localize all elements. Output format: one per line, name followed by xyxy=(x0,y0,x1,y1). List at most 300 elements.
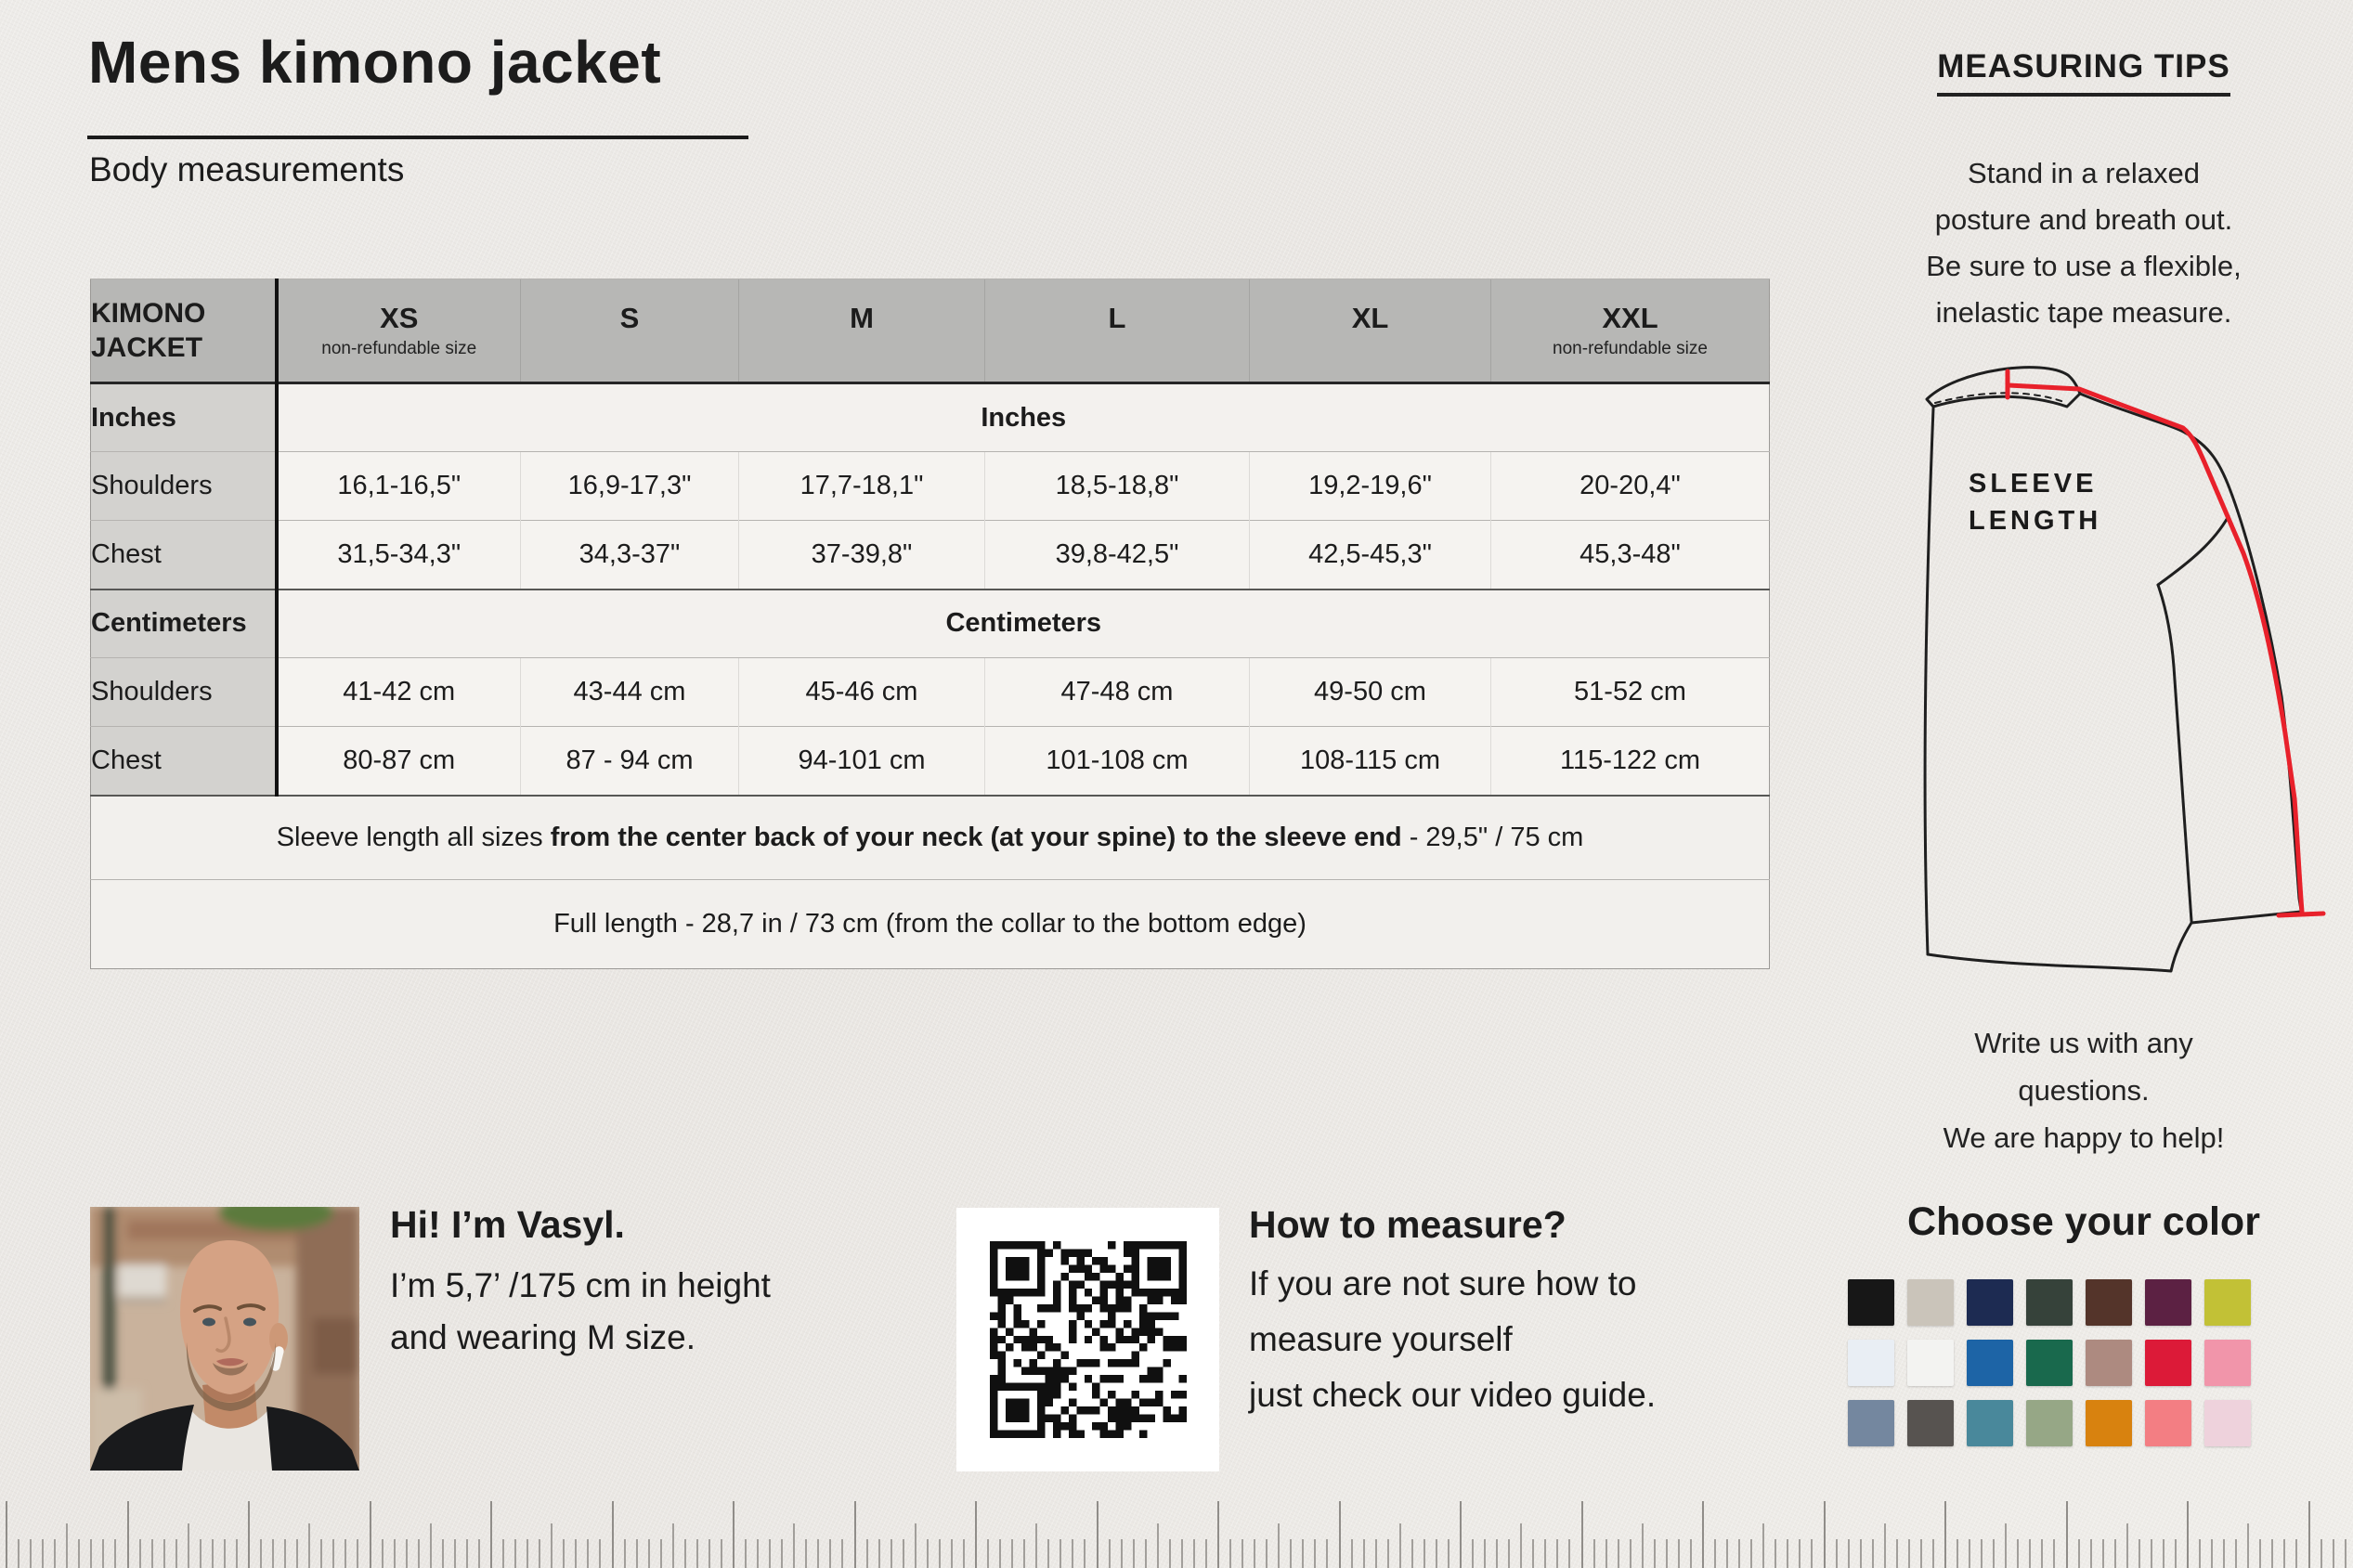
ruler-tick xyxy=(1799,1539,1800,1568)
ruler-tick xyxy=(1678,1539,1680,1568)
diagram-label-line1: SLEEVE xyxy=(1969,469,2098,499)
ruler-tick xyxy=(514,1539,516,1568)
ruler-tick xyxy=(2102,1539,2104,1568)
ruler-tick xyxy=(903,1539,904,1568)
ruler-tick xyxy=(200,1539,202,1568)
model-photo xyxy=(90,1207,359,1471)
ruler-tick xyxy=(1606,1539,1607,1568)
ruler-tick xyxy=(2295,1539,2297,1568)
color-swatch-mustard-orange xyxy=(2086,1400,2132,1446)
ruler-tick xyxy=(2017,1539,2019,1568)
ruler-tick xyxy=(1133,1539,1135,1568)
ruler-tick xyxy=(151,1539,153,1568)
ruler-tick xyxy=(2345,1539,2346,1568)
size-label: XL xyxy=(1351,302,1389,334)
ruler-tick xyxy=(357,1539,358,1568)
model-line: I’m 5,7’ /175 cm in height xyxy=(390,1266,771,1304)
color-swatch-rose-pink xyxy=(2204,1340,2251,1386)
ruler-tick xyxy=(1568,1539,1570,1568)
table-row xyxy=(91,880,1770,969)
ruler-tick xyxy=(430,1523,432,1568)
full-length-note: Full length - 28,7 in / 73 cm (from the collar to the bottom edge) xyxy=(91,880,1770,969)
ruler-tick xyxy=(769,1539,771,1568)
ruler-tick xyxy=(2053,1539,2055,1568)
size-note: non-refundable size xyxy=(321,339,477,358)
ruler-tick xyxy=(1908,1539,1910,1568)
ruler-tick xyxy=(866,1539,868,1568)
ruler-tick xyxy=(1363,1539,1365,1568)
color-swatch-grid xyxy=(1848,1279,2260,1446)
ruler-tick xyxy=(1339,1501,1341,1568)
ruler-tick xyxy=(394,1539,396,1568)
ruler-tick xyxy=(1375,1539,1377,1568)
table-row xyxy=(91,658,1770,727)
ruler-tick xyxy=(757,1539,759,1568)
color-swatch-blush-pink xyxy=(2204,1400,2251,1446)
measurement-cell: 87 - 94 cm xyxy=(521,727,739,796)
size-label: XXL xyxy=(1602,302,1658,334)
size-header-m xyxy=(739,279,985,383)
contact-line: We are happy to help! xyxy=(1943,1121,2225,1154)
table-row xyxy=(91,590,1770,658)
ruler-tick xyxy=(1387,1539,1389,1568)
ruler-tick xyxy=(1508,1539,1510,1568)
ruler-tick xyxy=(575,1539,577,1568)
title-underline xyxy=(87,136,748,139)
ruler-tick xyxy=(1872,1539,1874,1568)
ruler-tick xyxy=(987,1539,989,1568)
ruler-tick xyxy=(2199,1539,2201,1568)
ruler-tick xyxy=(1484,1539,1486,1568)
ruler-tick xyxy=(42,1539,44,1568)
ruler-tick xyxy=(805,1539,807,1568)
ruler-tick xyxy=(30,1539,32,1568)
jacket-sleeve-diagram xyxy=(1876,360,2340,1001)
color-swatch-cobalt-blue xyxy=(1967,1340,2013,1386)
ruler-tick xyxy=(466,1539,468,1568)
measurement-cell: 47-48 cm xyxy=(985,658,1250,727)
sleeve-note-bold: from the center back of your neck (at your spine) to the sleeve end xyxy=(550,822,1402,852)
contact-note xyxy=(1814,1019,2353,1161)
how-to-measure xyxy=(1249,1203,1843,1423)
model-line: and wearing M size. xyxy=(390,1318,696,1356)
size-table xyxy=(90,279,1770,969)
measurement-cell: 19,2-19,6" xyxy=(1250,452,1491,521)
ruler-tick xyxy=(127,1501,129,1568)
row-label-chest-cm: Chest xyxy=(91,727,277,796)
ruler-tick xyxy=(2211,1539,2213,1568)
color-swatch-cherry-red xyxy=(2145,1340,2191,1386)
ruler-tick xyxy=(236,1539,238,1568)
ruler-tick xyxy=(2320,1539,2322,1568)
measurement-cell: 101-108 cm xyxy=(985,727,1250,796)
page-title: Mens kimono jacket xyxy=(88,29,662,96)
ruler-tick xyxy=(2259,1539,2261,1568)
ruler-tick xyxy=(1762,1523,1764,1568)
measurement-cell: 34,3-37" xyxy=(521,521,739,590)
ruler-tick xyxy=(612,1501,614,1568)
color-swatch-chartreuse xyxy=(2204,1279,2251,1326)
color-swatch-navy-blue xyxy=(1967,1279,2013,1326)
row-label-centimeters: Centimeters xyxy=(91,590,277,658)
tips-line: inelastic tape measure. xyxy=(1935,296,2232,329)
ruler xyxy=(0,1494,2353,1568)
measurement-cell: 45,3-48" xyxy=(1491,521,1770,590)
ruler-tick xyxy=(551,1523,552,1568)
measurement-cell: 41-42 cm xyxy=(277,658,521,727)
ruler-tick xyxy=(708,1539,710,1568)
ruler-tick xyxy=(1351,1539,1353,1568)
sleeve-length-note xyxy=(91,796,1770,880)
ruler-tick xyxy=(1121,1539,1123,1568)
qr-code xyxy=(990,1241,1187,1438)
ruler-tick xyxy=(1411,1539,1413,1568)
color-swatch-emerald xyxy=(2026,1340,2073,1386)
table-row xyxy=(91,727,1770,796)
ruler-tick xyxy=(1944,1501,1946,1568)
ruler-tick xyxy=(1290,1539,1292,1568)
ruler-tick xyxy=(1217,1501,1219,1568)
measurement-cell: 43-44 cm xyxy=(521,658,739,727)
ruler-tick xyxy=(781,1539,783,1568)
ruler-tick xyxy=(176,1539,177,1568)
ruler-tick xyxy=(1060,1539,1061,1568)
ruler-tick xyxy=(1738,1539,1740,1568)
ruler-tick xyxy=(1448,1539,1450,1568)
ruler-tick xyxy=(1666,1539,1668,1568)
ruler-tick xyxy=(636,1539,638,1568)
measurement-cell: 51-52 cm xyxy=(1491,658,1770,727)
color-swatch-black xyxy=(1848,1279,1894,1326)
ruler-tick xyxy=(2175,1539,2177,1568)
color-swatch-sage-green xyxy=(2026,1400,2073,1446)
ruler-tick xyxy=(829,1539,831,1568)
measurement-cell: 94-101 cm xyxy=(739,727,985,796)
ruler-tick xyxy=(1920,1539,1922,1568)
sleeve-note-prefix: Sleeve length all sizes xyxy=(276,822,551,852)
measurement-cell: 17,7-18,1" xyxy=(739,452,985,521)
page-subtitle: Body measurements xyxy=(89,150,405,188)
ruler-tick xyxy=(66,1523,68,1568)
color-swatch-blue-gray xyxy=(1848,1400,1894,1446)
how-to-line: If you are not sure how to xyxy=(1249,1264,1637,1302)
row-label-chest-in: Chest xyxy=(91,521,277,590)
ruler-tick xyxy=(2247,1523,2249,1568)
band-inches: Inches xyxy=(277,383,1770,452)
ruler-tick xyxy=(1969,1539,1970,1568)
ruler-tick xyxy=(1956,1539,1958,1568)
ruler-tick xyxy=(382,1539,384,1568)
measure-path xyxy=(2008,385,2302,912)
size-header-xl xyxy=(1250,279,1491,383)
ruler-tick xyxy=(1654,1539,1656,1568)
ruler-tick xyxy=(2187,1501,2189,1568)
ruler-tick xyxy=(1884,1523,1886,1568)
ruler-tick xyxy=(332,1539,334,1568)
ruler-tick xyxy=(2308,1501,2310,1568)
how-to-line: measure yourself xyxy=(1249,1320,1513,1358)
measurement-cell: 39,8-42,5" xyxy=(985,521,1250,590)
ruler-tick xyxy=(442,1539,444,1568)
ruler-tick xyxy=(539,1539,540,1568)
ruler-tick xyxy=(745,1539,747,1568)
contact-line: questions. xyxy=(2018,1074,2150,1107)
ruler-tick xyxy=(1266,1539,1268,1568)
ruler-tick xyxy=(224,1539,226,1568)
ruler-tick xyxy=(599,1539,601,1568)
size-note xyxy=(985,339,1249,359)
ruler-tick xyxy=(163,1539,165,1568)
ruler-tick xyxy=(1581,1501,1583,1568)
ruler-tick xyxy=(696,1539,698,1568)
ruler-tick xyxy=(54,1539,56,1568)
ruler-tick xyxy=(1532,1539,1534,1568)
color-swatch-coral xyxy=(2145,1400,2191,1446)
ruler-tick xyxy=(721,1539,722,1568)
ruler-tick xyxy=(1302,1539,1304,1568)
ruler-tick xyxy=(2041,1539,2043,1568)
ruler-tick xyxy=(1811,1539,1813,1568)
ruler-tick xyxy=(370,1501,371,1568)
ruler-tick xyxy=(344,1539,346,1568)
ruler-tick xyxy=(1072,1539,1073,1568)
measurement-cell: 37-39,8" xyxy=(739,521,985,590)
body-hem xyxy=(1928,923,2191,971)
tips-line: Be sure to use a flexible, xyxy=(1926,250,2242,282)
ruler-tick xyxy=(1109,1539,1111,1568)
size-note xyxy=(1250,339,1490,359)
ruler-tick xyxy=(418,1539,420,1568)
table-row xyxy=(91,521,1770,590)
measurement-cell: 45-46 cm xyxy=(739,658,985,727)
size-table-header-row xyxy=(91,279,1770,383)
measurement-cell: 16,9-17,3" xyxy=(521,452,739,521)
ruler-tick xyxy=(212,1539,214,1568)
ruler-tick xyxy=(454,1539,456,1568)
model-intro xyxy=(390,1203,966,1364)
tips-line: Stand in a relaxed xyxy=(1968,157,2200,189)
ruler-tick xyxy=(939,1539,941,1568)
sleeve-measure-line xyxy=(2008,371,2323,915)
ruler-tick xyxy=(248,1501,250,1568)
ruler-tick xyxy=(660,1539,662,1568)
ruler-tick xyxy=(2078,1539,2080,1568)
ruler-tick xyxy=(78,1539,80,1568)
sleeve-outer-seam xyxy=(2080,394,2301,910)
ruler-tick xyxy=(563,1539,565,1568)
ruler-tick xyxy=(975,1501,977,1568)
ruler-tick xyxy=(1774,1539,1776,1568)
ruler-tick xyxy=(526,1539,528,1568)
ruler-tick xyxy=(793,1523,795,1568)
color-swatch-sea-teal xyxy=(1967,1400,2013,1446)
color-swatch-forest-green xyxy=(2026,1279,2073,1326)
ruler-tick xyxy=(1702,1501,1704,1568)
ruler-tick xyxy=(1787,1539,1788,1568)
ruler-tick xyxy=(1714,1539,1716,1568)
ruler-tick xyxy=(490,1501,492,1568)
measurement-cell: 18,5-18,8" xyxy=(985,452,1250,521)
measurement-cell: 42,5-45,3" xyxy=(1250,521,1491,590)
diagram-label-line2: LENGTH xyxy=(1969,506,2102,536)
ruler-tick xyxy=(1496,1539,1498,1568)
measure-end-cap xyxy=(2279,914,2323,915)
ruler-tick xyxy=(2066,1501,2068,1568)
ruler-tick xyxy=(1047,1539,1049,1568)
ruler-tick xyxy=(854,1501,856,1568)
ruler-tick xyxy=(1544,1539,1546,1568)
ruler-tick xyxy=(1981,1539,1982,1568)
color-swatch-graphite xyxy=(1907,1400,1954,1446)
ruler-tick xyxy=(1690,1539,1692,1568)
ruler-tick xyxy=(308,1523,310,1568)
ruler-tick xyxy=(502,1539,504,1568)
ruler-tick xyxy=(1896,1539,1898,1568)
sleeve-inner-seam xyxy=(2158,585,2191,921)
ruler-tick xyxy=(296,1539,298,1568)
model-greeting: Hi! I’m Vasyl. xyxy=(390,1203,625,1246)
ruler-tick xyxy=(915,1523,916,1568)
ruler-tick xyxy=(2005,1523,2007,1568)
ruler-tick xyxy=(2271,1539,2273,1568)
size-header-s xyxy=(521,279,739,383)
sleeve-note-suffix: - 29,5" / 75 cm xyxy=(1401,822,1584,852)
ruler-tick xyxy=(927,1539,929,1568)
size-label: S xyxy=(619,302,640,334)
ruler-tick xyxy=(2151,1539,2152,1568)
ruler-tick xyxy=(1314,1539,1316,1568)
measurement-cell: 80-87 cm xyxy=(277,727,521,796)
ruler-tick xyxy=(1326,1539,1328,1568)
color-swatch-woodrose xyxy=(2086,1340,2132,1386)
ruler-tick xyxy=(1932,1539,1934,1568)
ruler-tick xyxy=(684,1539,686,1568)
ruler-tick xyxy=(648,1539,650,1568)
how-to-line: just check our video guide. xyxy=(1249,1376,1657,1414)
ruler-tick xyxy=(18,1539,20,1568)
table-corner-label: KIMONO JACKET xyxy=(91,279,277,383)
table-row xyxy=(91,796,1770,880)
ruler-tick xyxy=(1593,1539,1595,1568)
choose-color-heading: Choose your color xyxy=(1907,1199,2260,1244)
ruler-tick xyxy=(1169,1539,1171,1568)
ruler-tick xyxy=(2223,1539,2225,1568)
ruler-tick xyxy=(951,1539,953,1568)
ruler-tick xyxy=(1193,1539,1195,1568)
ruler-tick xyxy=(1630,1539,1632,1568)
ruler-tick xyxy=(1011,1539,1013,1568)
ruler-tick xyxy=(1472,1539,1474,1568)
ruler-tick xyxy=(2163,1539,2164,1568)
size-header-xxl xyxy=(1491,279,1770,383)
model-portrait-illustration xyxy=(90,1207,359,1471)
ruler-tick xyxy=(890,1539,892,1568)
color-swatch-ice-white xyxy=(1848,1340,1894,1386)
measurement-cell: 108-115 cm xyxy=(1250,727,1491,796)
measurement-cell: 49-50 cm xyxy=(1250,658,1491,727)
ruler-tick xyxy=(1520,1523,1522,1568)
ruler-tick xyxy=(1205,1539,1207,1568)
ruler-tick xyxy=(1145,1539,1147,1568)
ruler-tick xyxy=(624,1539,626,1568)
ruler-tick xyxy=(2283,1539,2285,1568)
ruler-tick xyxy=(1181,1539,1183,1568)
ruler-tick xyxy=(1023,1539,1025,1568)
ruler-tick xyxy=(1229,1539,1231,1568)
ruler-tick xyxy=(320,1539,322,1568)
tips-line: posture and breath out. xyxy=(1934,203,2233,236)
ruler-tick xyxy=(1157,1523,1159,1568)
color-swatch-chocolate-brown xyxy=(2086,1279,2132,1326)
measurement-cell: 115-122 cm xyxy=(1491,727,1770,796)
ruler-tick xyxy=(2138,1539,2140,1568)
measurement-cell: 31,5-34,3" xyxy=(277,521,521,590)
ruler-tick xyxy=(1750,1539,1752,1568)
ruler-tick xyxy=(478,1539,480,1568)
ruler-tick xyxy=(841,1539,843,1568)
color-swatch-milk-white xyxy=(1907,1340,1954,1386)
size-note xyxy=(521,339,738,359)
ruler-tick xyxy=(2090,1539,2092,1568)
ruler-tick xyxy=(114,1539,116,1568)
ruler-tick xyxy=(1642,1523,1644,1568)
ruler-tick xyxy=(1035,1523,1037,1568)
ruler-tick xyxy=(1726,1539,1728,1568)
measuring-tips-heading: MEASURING TIPS xyxy=(1937,48,2230,97)
ruler-tick xyxy=(672,1523,674,1568)
size-note: non-refundable size xyxy=(1553,339,1708,358)
ruler-tick xyxy=(1556,1539,1558,1568)
row-label-shoulders-in: Shoulders xyxy=(91,452,277,521)
size-note xyxy=(739,339,984,359)
ruler-tick xyxy=(1824,1501,1826,1568)
ruler-tick xyxy=(2333,1539,2334,1568)
ruler-tick xyxy=(90,1539,92,1568)
ruler-tick xyxy=(188,1523,189,1568)
row-label-inches: Inches xyxy=(91,383,277,452)
ruler-tick xyxy=(1836,1539,1838,1568)
how-to-measure-heading: How to measure? xyxy=(1249,1203,1566,1246)
ruler-tick xyxy=(2235,1539,2237,1568)
body-left-edge xyxy=(1925,408,1933,954)
ruler-tick xyxy=(1848,1539,1850,1568)
ruler-tick xyxy=(139,1539,141,1568)
size-label: M xyxy=(850,302,874,334)
ruler-tick xyxy=(1436,1539,1437,1568)
ruler-tick xyxy=(272,1539,274,1568)
measurement-cell: 20-20,4" xyxy=(1491,452,1770,521)
ruler-tick xyxy=(1460,1501,1462,1568)
measurement-cell: 16,1-16,5" xyxy=(277,452,521,521)
size-header-xs xyxy=(277,279,521,383)
ruler-tick xyxy=(1399,1523,1401,1568)
ruler-tick xyxy=(1254,1539,1255,1568)
ruler-tick xyxy=(999,1539,1001,1568)
ruler-tick xyxy=(2126,1523,2128,1568)
ruler-tick xyxy=(284,1539,286,1568)
size-header-l xyxy=(985,279,1250,383)
ruler-tick xyxy=(587,1539,589,1568)
ruler-tick xyxy=(878,1539,880,1568)
qr-code-panel xyxy=(956,1208,1219,1471)
ruler-tick xyxy=(963,1539,965,1568)
ruler-tick xyxy=(260,1539,262,1568)
ruler-tick xyxy=(2114,1539,2116,1568)
ruler-tick xyxy=(1242,1539,1243,1568)
ruler-tick xyxy=(6,1501,7,1568)
measuring-tips-text xyxy=(1814,150,2353,336)
ruler-tick xyxy=(1097,1501,1098,1568)
